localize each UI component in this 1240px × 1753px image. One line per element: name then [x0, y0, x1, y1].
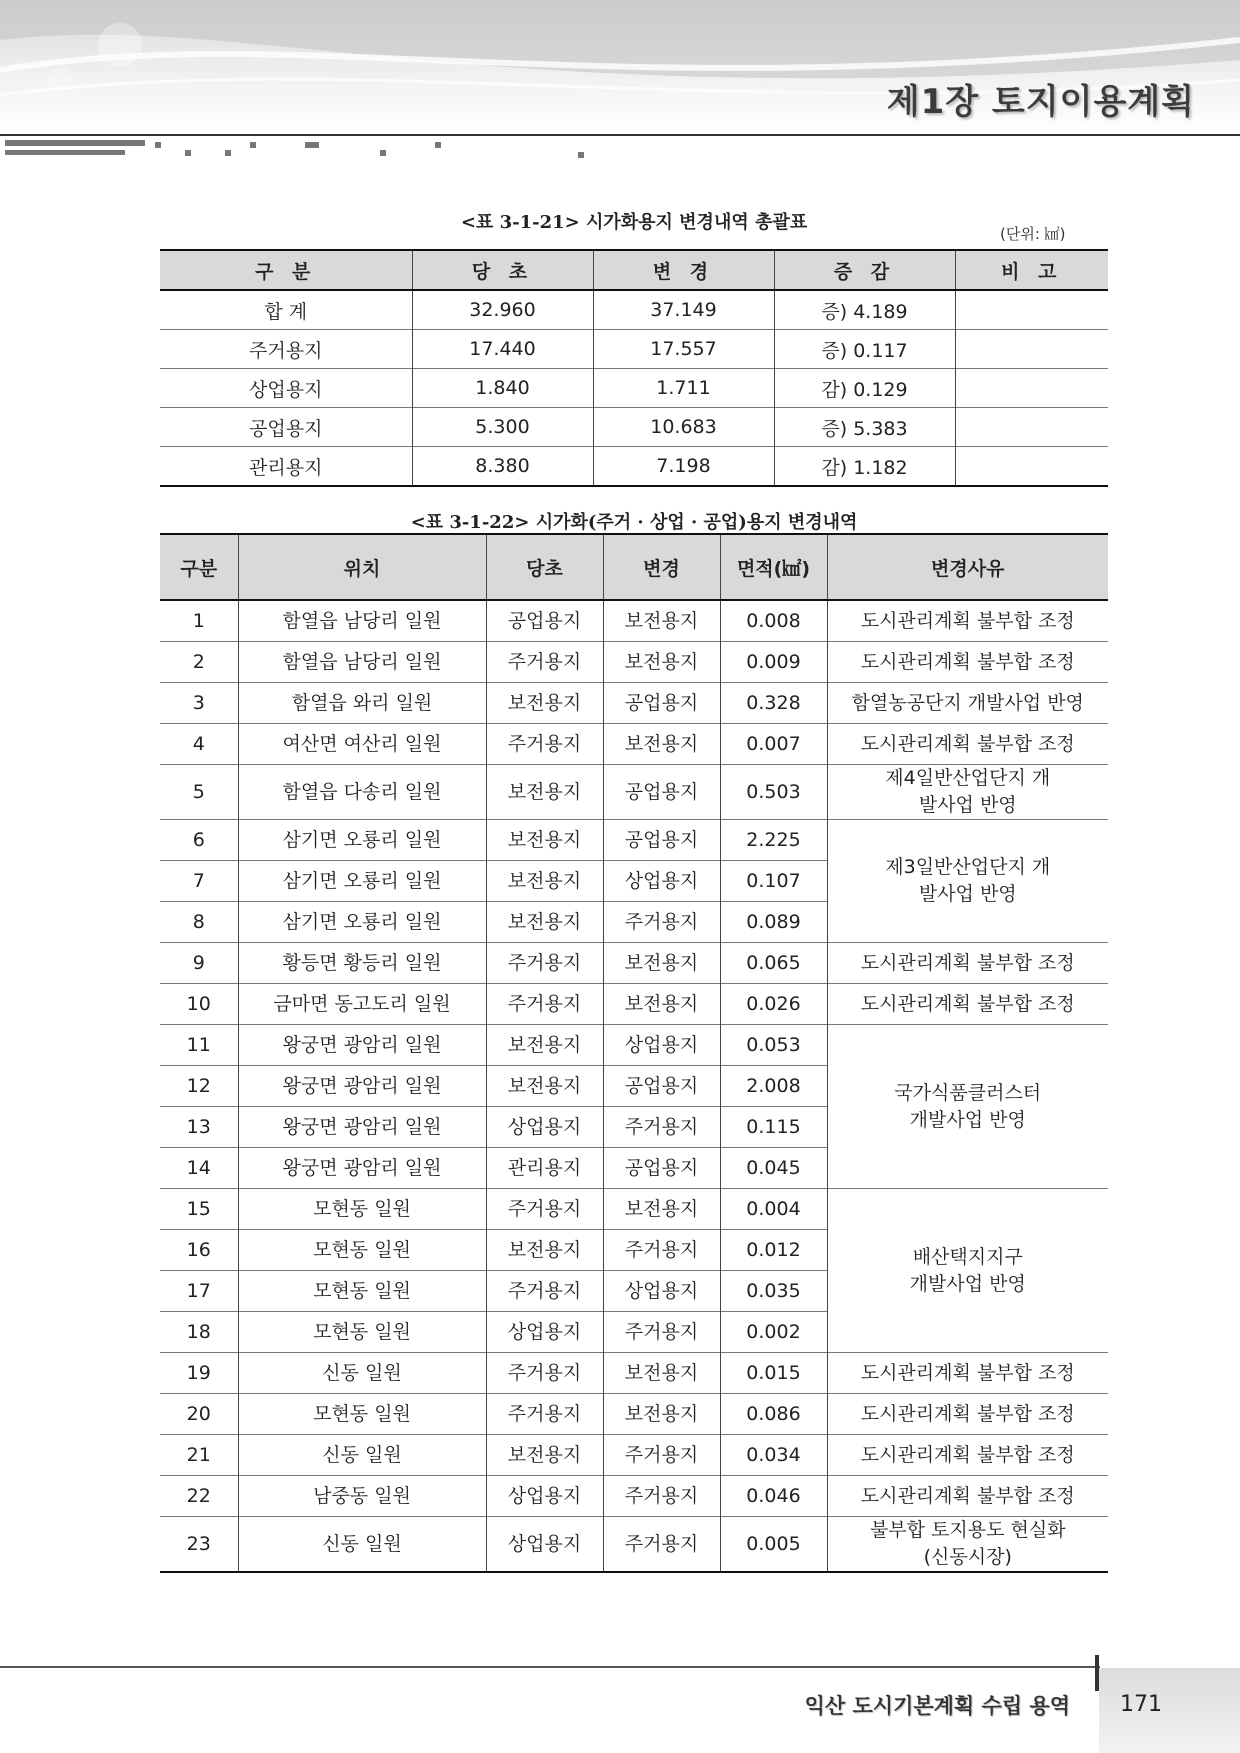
location-cell: 모현동 일원 — [238, 1312, 486, 1353]
table1 — [160, 249, 1108, 487]
reason-cell: 국가식품클러스터 개발사업 반영 — [827, 1025, 1108, 1189]
location-cell: 여산면 여산리 일원 — [238, 724, 486, 765]
area-cell: 0.009 — [720, 642, 827, 683]
row-number: 23 — [160, 1517, 238, 1573]
area-cell: 2.225 — [720, 820, 827, 861]
table-cell: 증) 5.383 — [774, 408, 955, 447]
table-cell: 10.683 — [593, 408, 774, 447]
area-cell: 0.026 — [720, 984, 827, 1025]
row-number: 2 — [160, 642, 238, 683]
after-cell: 공업용지 — [603, 1148, 720, 1189]
table-cell: 감) 0.129 — [774, 369, 955, 408]
row-number: 13 — [160, 1107, 238, 1148]
table2-header-cell: 당초 — [486, 534, 603, 600]
area-cell: 0.328 — [720, 683, 827, 724]
table1-header-cell: 변 경 — [593, 250, 774, 290]
before-cell: 상업용지 — [486, 1476, 603, 1517]
after-cell: 보전용지 — [603, 724, 720, 765]
table2-header-cell: 변경 — [603, 534, 720, 600]
after-cell: 주거용지 — [603, 902, 720, 943]
reason-cell: 도시관리계획 불부합 조정 — [827, 1394, 1108, 1435]
table-cell: 37.149 — [593, 290, 774, 330]
table1-header-cell: 증 감 — [774, 250, 955, 290]
reason-cell: 도시관리계획 불부합 조정 — [827, 943, 1108, 984]
table-cell: 상업용지 — [160, 369, 412, 408]
location-cell: 신동 일원 — [238, 1517, 486, 1573]
row-number: 22 — [160, 1476, 238, 1517]
after-cell: 보전용지 — [603, 1353, 720, 1394]
after-cell: 보전용지 — [603, 943, 720, 984]
reason-cell: 함열농공단지 개발사업 반영 — [827, 683, 1108, 724]
location-cell: 삼기면 오룡리 일원 — [238, 861, 486, 902]
area-cell: 0.046 — [720, 1476, 827, 1517]
location-cell: 함열읍 남당리 일원 — [238, 600, 486, 642]
before-cell: 주거용지 — [486, 642, 603, 683]
table-cell: 7.198 — [593, 447, 774, 487]
after-cell: 보전용지 — [603, 984, 720, 1025]
location-cell: 황등면 황등리 일원 — [238, 943, 486, 984]
before-cell: 주거용지 — [486, 724, 603, 765]
table2-header-cell: 구분 — [160, 534, 238, 600]
area-cell: 0.053 — [720, 1025, 827, 1066]
chapter-title: 제1장 토지이용계획 — [886, 82, 1195, 122]
table-cell: 17.557 — [593, 330, 774, 369]
after-cell: 주거용지 — [603, 1107, 720, 1148]
before-cell: 보전용지 — [486, 1435, 603, 1476]
row-number: 19 — [160, 1353, 238, 1394]
footer-divider — [0, 1666, 1100, 1668]
row-number: 15 — [160, 1189, 238, 1230]
reason-cell: 도시관리계획 불부합 조정 — [827, 600, 1108, 642]
row-number: 10 — [160, 984, 238, 1025]
row-number: 9 — [160, 943, 238, 984]
table-cell: 공업용지 — [160, 408, 412, 447]
table2-header-row — [160, 534, 1108, 600]
before-cell: 관리용지 — [486, 1148, 603, 1189]
area-cell: 0.012 — [720, 1230, 827, 1271]
location-cell: 신동 일원 — [238, 1353, 486, 1394]
table-row — [160, 642, 1108, 683]
report-title: 익산 도시기본계획 수립 용역 — [804, 1694, 1070, 1718]
table-cell — [955, 290, 1108, 330]
location-cell: 함열읍 와리 일원 — [238, 683, 486, 724]
location-cell: 삼기면 오룡리 일원 — [238, 820, 486, 861]
table2-header-cell: 변경사유 — [827, 534, 1108, 600]
area-cell: 0.115 — [720, 1107, 827, 1148]
after-cell: 주거용지 — [603, 1517, 720, 1573]
location-cell: 왕궁면 광암리 일원 — [238, 1107, 486, 1148]
before-cell: 주거용지 — [486, 1189, 603, 1230]
row-number: 3 — [160, 683, 238, 724]
after-cell: 보전용지 — [603, 1189, 720, 1230]
reason-cell: 불부합 토지용도 현실화 (신동시장) — [827, 1517, 1108, 1573]
after-cell: 상업용지 — [603, 861, 720, 902]
row-number: 20 — [160, 1394, 238, 1435]
before-cell: 주거용지 — [486, 984, 603, 1025]
table1-header-cell: 당 초 — [412, 250, 593, 290]
row-number: 17 — [160, 1271, 238, 1312]
reason-cell: 도시관리계획 불부합 조정 — [827, 724, 1108, 765]
row-number: 12 — [160, 1066, 238, 1107]
row-number: 16 — [160, 1230, 238, 1271]
after-cell: 보전용지 — [603, 600, 720, 642]
area-cell: 2.008 — [720, 1066, 827, 1107]
table-row — [160, 724, 1108, 765]
table-row — [160, 369, 1108, 408]
after-cell: 공업용지 — [603, 683, 720, 724]
location-cell: 함열읍 남당리 일원 — [238, 642, 486, 683]
before-cell: 보전용지 — [486, 1066, 603, 1107]
table-row — [160, 290, 1108, 330]
before-cell: 상업용지 — [486, 1312, 603, 1353]
table-cell — [955, 447, 1108, 487]
table-row — [160, 765, 1108, 820]
location-cell: 왕궁면 광암리 일원 — [238, 1025, 486, 1066]
before-cell: 공업용지 — [486, 600, 603, 642]
before-cell: 보전용지 — [486, 902, 603, 943]
table-row — [160, 1476, 1108, 1517]
area-cell: 0.015 — [720, 1353, 827, 1394]
row-number: 21 — [160, 1435, 238, 1476]
area-cell: 0.065 — [720, 943, 827, 984]
location-cell: 남중동 일원 — [238, 1476, 486, 1517]
table1-header-row — [160, 250, 1108, 290]
table2-header-cell: 면적(㎢) — [720, 534, 827, 600]
table2 — [160, 533, 1108, 1573]
row-number: 18 — [160, 1312, 238, 1353]
before-cell: 보전용지 — [486, 820, 603, 861]
table-row — [160, 600, 1108, 642]
table-cell: 8.380 — [412, 447, 593, 487]
location-cell: 함열읍 다송리 일원 — [238, 765, 486, 820]
before-cell: 보전용지 — [486, 1230, 603, 1271]
table-cell: 17.440 — [412, 330, 593, 369]
area-cell: 0.107 — [720, 861, 827, 902]
table-cell: 합 계 — [264, 300, 308, 323]
table-cell — [955, 369, 1108, 408]
location-cell: 삼기면 오룡리 일원 — [238, 902, 486, 943]
table-cell: 1.711 — [593, 369, 774, 408]
page-header — [0, 0, 1240, 135]
row-number: 14 — [160, 1148, 238, 1189]
area-cell: 0.045 — [720, 1148, 827, 1189]
table-cell: 증) 4.189 — [774, 290, 955, 330]
location-cell: 신동 일원 — [238, 1435, 486, 1476]
table-row — [160, 820, 1108, 861]
reason-cell: 도시관리계획 불부합 조정 — [827, 1435, 1108, 1476]
location-cell: 모현동 일원 — [238, 1394, 486, 1435]
reason-cell: 도시관리계획 불부합 조정 — [827, 1476, 1108, 1517]
before-cell: 주거용지 — [486, 1394, 603, 1435]
table-row — [160, 1435, 1108, 1476]
table1-unit: (단위: ㎢) — [1000, 225, 1066, 243]
area-cell: 0.008 — [720, 600, 827, 642]
table1-caption: <표 3-1-21> 시가화용지 변경내역 총괄표 — [460, 212, 808, 233]
area-cell: 0.034 — [720, 1435, 827, 1476]
table1-header-cell: 비 고 — [955, 250, 1108, 290]
location-cell: 왕궁면 광암리 일원 — [238, 1066, 486, 1107]
row-number: 11 — [160, 1025, 238, 1066]
after-cell: 보전용지 — [603, 1394, 720, 1435]
before-cell: 보전용지 — [486, 683, 603, 724]
table-row — [160, 984, 1108, 1025]
before-cell: 주거용지 — [486, 1353, 603, 1394]
location-cell: 모현동 일원 — [238, 1271, 486, 1312]
area-cell: 0.002 — [720, 1312, 827, 1353]
after-cell: 공업용지 — [603, 1066, 720, 1107]
before-cell: 상업용지 — [486, 1107, 603, 1148]
row-number: 4 — [160, 724, 238, 765]
table2-header-cell: 위치 — [238, 534, 486, 600]
before-cell: 보전용지 — [486, 861, 603, 902]
row-number: 6 — [160, 820, 238, 861]
row-number: 7 — [160, 861, 238, 902]
reason-cell: 도시관리계획 불부합 조정 — [827, 1353, 1108, 1394]
table1-header-cell: 구 분 — [160, 250, 412, 290]
table-row — [160, 330, 1108, 369]
table-row — [160, 1394, 1108, 1435]
after-cell: 공업용지 — [603, 765, 720, 820]
table-cell: 증) 0.117 — [774, 330, 955, 369]
table-cell: 32.960 — [412, 290, 593, 330]
row-number: 5 — [160, 765, 238, 820]
area-cell: 0.007 — [720, 724, 827, 765]
after-cell: 주거용지 — [603, 1230, 720, 1271]
after-cell: 보전용지 — [603, 642, 720, 683]
table-row — [160, 943, 1108, 984]
before-cell: 보전용지 — [486, 765, 603, 820]
table-row — [160, 683, 1108, 724]
location-cell: 모현동 일원 — [238, 1189, 486, 1230]
after-cell: 주거용지 — [603, 1312, 720, 1353]
table-row — [160, 447, 1108, 487]
table-cell: 관리용지 — [160, 447, 412, 487]
area-cell: 0.004 — [720, 1189, 827, 1230]
after-cell: 공업용지 — [603, 820, 720, 861]
reason-cell: 제3일반산업단지 개발사업 반영 — [827, 820, 1108, 943]
before-cell: 주거용지 — [486, 943, 603, 984]
area-cell: 0.089 — [720, 902, 827, 943]
before-cell: 보전용지 — [486, 1025, 603, 1066]
table-row — [160, 1517, 1108, 1573]
table2-caption: <표 3-1-22> 시가화(주거 · 상업 · 공업)용지 변경내역 — [410, 512, 858, 533]
reason-cell: 도시관리계획 불부합 조정 — [827, 984, 1108, 1025]
before-cell: 상업용지 — [486, 1517, 603, 1573]
table-row — [160, 408, 1108, 447]
after-cell: 상업용지 — [603, 1025, 720, 1066]
table-cell: 5.300 — [412, 408, 593, 447]
page-number: 171 — [1120, 1692, 1162, 1717]
reason-cell: 도시관리계획 불부합 조정 — [827, 642, 1108, 683]
location-cell: 모현동 일원 — [238, 1230, 486, 1271]
area-cell: 0.005 — [720, 1517, 827, 1573]
area-cell: 0.503 — [720, 765, 827, 820]
after-cell: 주거용지 — [603, 1476, 720, 1517]
area-cell: 0.035 — [720, 1271, 827, 1312]
table-row — [160, 1025, 1108, 1066]
table-cell: 1.840 — [412, 369, 593, 408]
table-row — [160, 1189, 1108, 1230]
location-cell: 왕궁면 광암리 일원 — [238, 1148, 486, 1189]
after-cell: 주거용지 — [603, 1435, 720, 1476]
row-number: 8 — [160, 902, 238, 943]
table-cell — [955, 330, 1108, 369]
reason-cell: 제4일반산업단지 개발사업 반영 — [827, 765, 1108, 820]
reason-cell: 배산택지지구 개발사업 반영 — [827, 1189, 1108, 1353]
table-cell: 감) 1.182 — [774, 447, 955, 487]
header-divider — [0, 134, 1240, 136]
before-cell: 주거용지 — [486, 1271, 603, 1312]
table-cell: 주거용지 — [160, 330, 412, 369]
table-cell — [955, 408, 1108, 447]
after-cell: 상업용지 — [603, 1271, 720, 1312]
row-number: 1 — [192, 610, 205, 632]
location-cell: 금마면 동고도리 일원 — [238, 984, 486, 1025]
table-row — [160, 1353, 1108, 1394]
area-cell: 0.086 — [720, 1394, 827, 1435]
